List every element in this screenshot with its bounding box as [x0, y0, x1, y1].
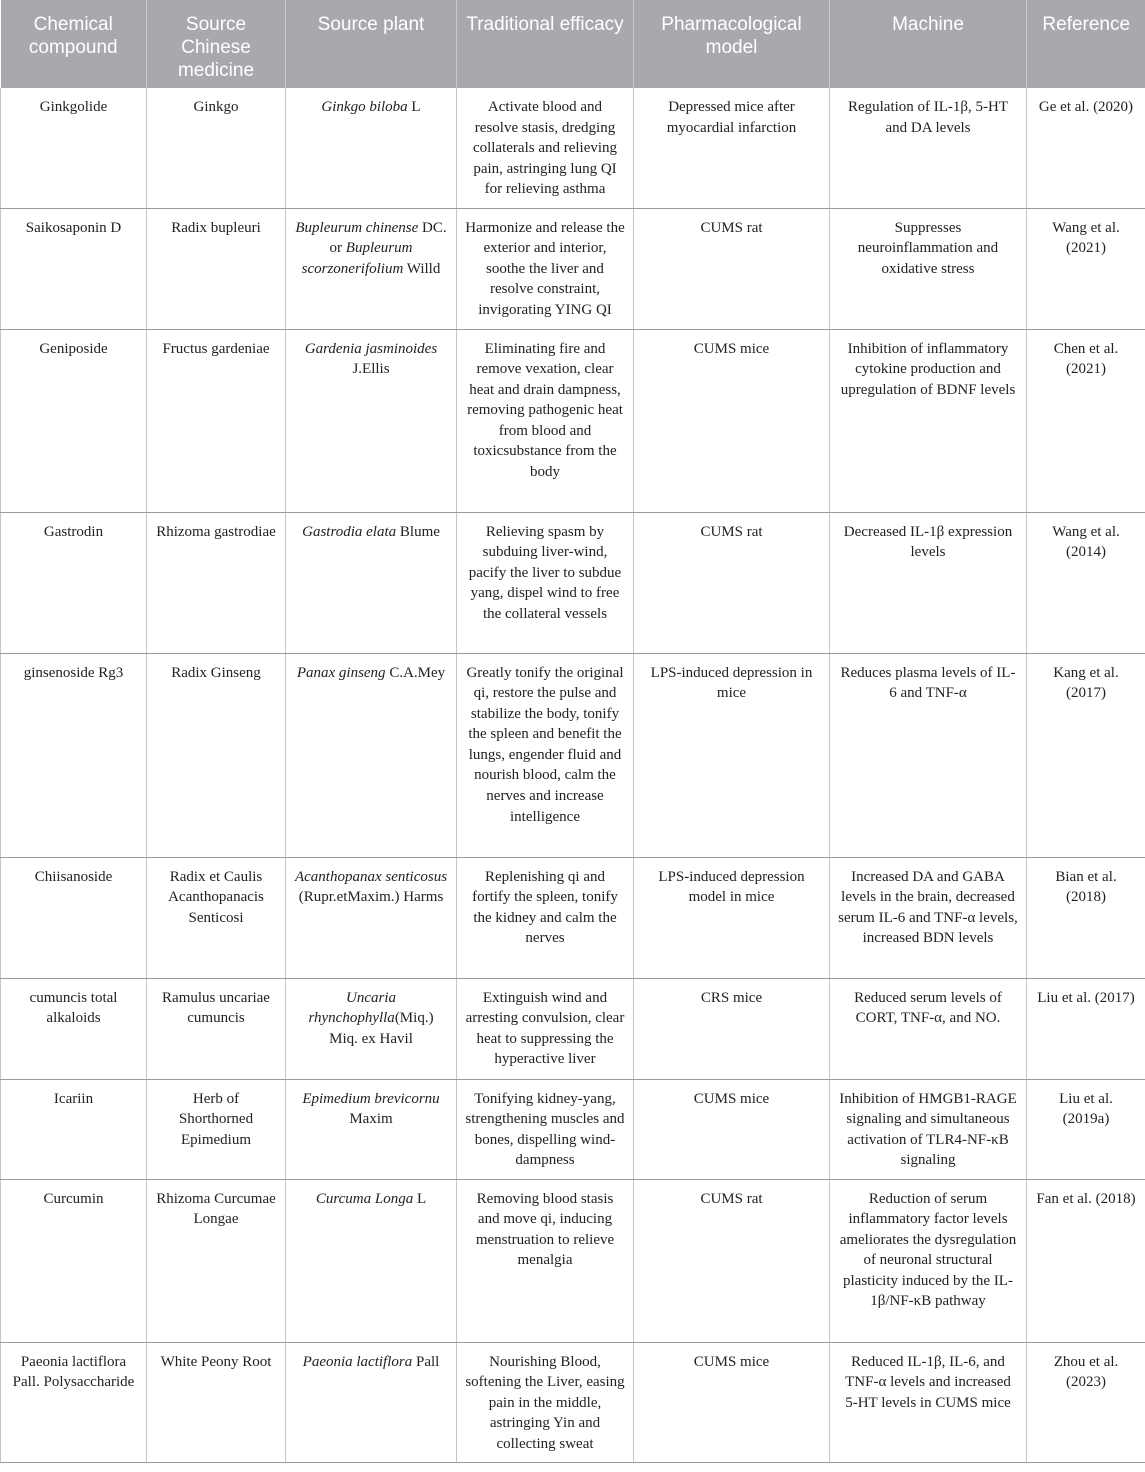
- cell-reference: Liu et al. (2017): [1027, 978, 1145, 1079]
- header-source-medicine: Source Chinese medicine: [147, 0, 286, 88]
- plant-authority: Maxim: [349, 1111, 393, 1128]
- cell-plant: [286, 857, 457, 978]
- cell-machine: Increased DA and GABA levels in the brain, decreased serum IL-6 and TNF-α levels, increased BDN levels: [830, 857, 1027, 978]
- cell-machine: Regulation of IL-1β, 5-HT and DA levels: [830, 88, 1027, 208]
- cell-plant: [286, 978, 457, 1079]
- cell-efficacy: Greatly tonify the original qi, restore the pulse and stabilize the body, tonify the spleen and benefit the lungs, engender fluid and nourish blood, calm the nerves and increase intelligence: [457, 653, 634, 857]
- plant-latin-name: Gastrodia elata: [302, 523, 397, 540]
- plant-latin-name: Ginkgo biloba: [321, 99, 408, 115]
- table-header: [1, 0, 1145, 88]
- header-source-plant: Source plant: [286, 0, 457, 88]
- cell-model: CUMS rat: [634, 1179, 830, 1342]
- cell-compound: Gastrodin: [1, 512, 147, 653]
- table-row: [1, 208, 1145, 329]
- table-body: [1, 88, 1145, 1462]
- cell-efficacy: Relieving spasm by subduing liver-wind, pacify the liver to subdue yang, dispel wind to free the collateral vessels: [457, 512, 634, 653]
- cell-model: CUMS mice: [634, 1079, 830, 1179]
- table-row: [1, 653, 1145, 857]
- table-row: [1, 1079, 1145, 1179]
- header-reference: Reference: [1027, 0, 1145, 88]
- plant-latin-name: Uncaria rhynchophylla: [308, 989, 396, 1027]
- cell-plant: [286, 208, 457, 329]
- table-row: [1, 88, 1145, 208]
- cell-compound: Saikosaponin D: [1, 208, 147, 329]
- cell-reference: Wang et al. (2021): [1027, 208, 1145, 329]
- cell-machine: Inhibition of HMGB1-RAGE signaling and simultaneous activation of TLR4-NF-κB signaling: [830, 1079, 1027, 1179]
- plant-authority: L: [407, 99, 421, 115]
- cell-medicine: Herb of Shorthorned Epimedium: [147, 1079, 286, 1179]
- header-row: [1, 0, 1145, 88]
- cell-efficacy: Tonifying kidney-yang, strengthening muscles and bones, dispelling wind-dampness: [457, 1079, 634, 1179]
- plant-latin-name: Paeonia lactiflora: [302, 1353, 413, 1370]
- cell-machine: Decreased IL-1β expression levels: [830, 512, 1027, 653]
- cell-compound: Ginkgolide: [1, 88, 147, 208]
- cell-reference: Kang et al. (2017): [1027, 653, 1145, 857]
- cell-plant: [286, 653, 457, 857]
- plant-latin-name: Bupleurum chinense: [295, 219, 419, 236]
- cell-medicine: Radix et Caulis Acanthopanacis Senticosi: [147, 857, 286, 978]
- cell-reference: Wang et al. (2014): [1027, 512, 1145, 653]
- plant-latin-name: Curcuma Longa: [315, 1190, 414, 1207]
- header-machine: Machine: [830, 0, 1027, 88]
- cell-medicine: Rhizoma Curcumae Longae: [147, 1179, 286, 1342]
- plant-latin-name: Gardenia jasminoides: [304, 340, 438, 357]
- cell-medicine: Ramulus uncariae cumuncis: [147, 978, 286, 1079]
- plant-authority: Pall: [412, 1353, 440, 1370]
- cell-compound: Geniposide: [1, 329, 147, 512]
- cell-reference: Ge et al. (2020): [1027, 88, 1145, 208]
- cell-model: LPS-induced depression model in mice: [634, 857, 830, 978]
- table-row: [1, 1342, 1145, 1462]
- cell-plant: [286, 512, 457, 653]
- cell-machine: Reduction of serum inflammatory factor levels ameliorates the dysregulation of neuronal structural plasticity induced by the IL-1β/NF-κB pathway: [830, 1179, 1027, 1342]
- plant-latin-name: Acanthopanax senticosus: [294, 868, 448, 885]
- plant-authority: (Rupr.etMaxim.) Harms: [298, 889, 444, 906]
- plant-authority: (Miq.) Miq. ex Havil: [329, 1010, 434, 1047]
- cell-medicine: White Peony Root: [147, 1342, 286, 1462]
- cell-reference: Zhou et al. (2023): [1027, 1342, 1145, 1462]
- cell-plant: [286, 1342, 457, 1462]
- cell-machine: Inhibition of inflammatory cytokine production and upregulation of BDNF levels: [830, 329, 1027, 512]
- plant-authority: C.A.Mey: [385, 664, 446, 681]
- cell-compound: Curcumin: [1, 1179, 147, 1342]
- cell-medicine: Radix bupleuri: [147, 208, 286, 329]
- plant-authority-2: Willd: [403, 260, 441, 277]
- cell-plant: [286, 88, 457, 208]
- cell-compound: Paeonia lactiflora Pall. Polysaccharide: [1, 1342, 147, 1462]
- cell-medicine: Ginkgo: [147, 88, 286, 208]
- cell-model: CUMS mice: [634, 1342, 830, 1462]
- cell-model: CUMS rat: [634, 512, 830, 653]
- cell-model: Depressed mice after myocardial infarction: [634, 88, 830, 208]
- cell-machine: Suppresses neuroinflammation and oxidative stress: [830, 208, 1027, 329]
- cell-efficacy: Replenishing qi and fortify the spleen, tonify the kidney and calm the nerves: [457, 857, 634, 978]
- cell-medicine: Fructus gardeniae: [147, 329, 286, 512]
- cell-machine: Reduced IL-1β, IL-6, and TNF-α levels and increased 5-HT levels in CUMS mice: [830, 1342, 1027, 1462]
- plant-authority: Blume: [396, 523, 440, 540]
- cell-compound: ginsenoside Rg3: [1, 653, 147, 857]
- cell-model: CUMS rat: [634, 208, 830, 329]
- cell-medicine: Radix Ginseng: [147, 653, 286, 857]
- plant-authority: J.Ellis: [352, 361, 390, 378]
- cell-efficacy: Eliminating fire and remove vexation, clear heat and drain dampness, removing pathogenic heat from blood and toxicsubstance from the body: [457, 329, 634, 512]
- header-pharmacological-model: Pharmacological model: [634, 0, 830, 88]
- cell-efficacy: Nourishing Blood, softening the Liver, easing pain in the middle, astringing Yin and collecting sweat: [457, 1342, 634, 1462]
- plant-authority: DC. or: [329, 219, 447, 257]
- cell-compound: Icariin: [1, 1079, 147, 1179]
- table-row: [1, 329, 1145, 512]
- header-traditional-efficacy: Traditional efficacy: [457, 0, 634, 88]
- cell-efficacy: Extinguish wind and arresting convulsion, clear heat to suppressing the hyperactive liver: [457, 978, 634, 1079]
- cell-compound: cumuncis total alkaloids: [1, 978, 147, 1079]
- cell-reference: Chen et al. (2021): [1027, 329, 1145, 512]
- cell-reference: Bian et al. (2018): [1027, 857, 1145, 978]
- header-chemical-compound: Chemical compound: [1, 0, 147, 88]
- cell-plant: [286, 329, 457, 512]
- table-row: [1, 512, 1145, 653]
- plant-authority: L: [413, 1190, 427, 1207]
- table-row: [1, 978, 1145, 1079]
- cell-efficacy: Activate blood and resolve stasis, dredging collaterals and relieving pain, astringing lung QI for relieving asthma: [457, 88, 634, 208]
- cell-reference: Liu et al. (2019a): [1027, 1079, 1145, 1179]
- cell-efficacy: Removing blood stasis and move qi, inducing menstruation to relieve menalgia: [457, 1179, 634, 1342]
- plant-latin-name-2: Bupleurum scorzonerifolium: [301, 240, 413, 277]
- cell-plant: [286, 1079, 457, 1179]
- cell-compound: Chiisanoside: [1, 857, 147, 978]
- cell-machine: Reduced serum levels of CORT, TNF-α, and NO.: [830, 978, 1027, 1079]
- cell-machine: Reduces plasma levels of IL-6 and TNF-α: [830, 653, 1027, 857]
- cell-efficacy: Harmonize and release the exterior and interior, soothe the liver and resolve constraint, invigorating YING QI: [457, 208, 634, 329]
- table-row: [1, 1179, 1145, 1342]
- plant-latin-name: Epimedium brevicornu: [302, 1090, 440, 1107]
- cell-medicine: Rhizoma gastrodiae: [147, 512, 286, 653]
- cell-model: CRS mice: [634, 978, 830, 1079]
- cell-model: CUMS mice: [634, 329, 830, 512]
- table-row: [1, 857, 1145, 978]
- plant-latin-name: Panax ginseng: [296, 664, 386, 681]
- cell-model: LPS-induced depression in mice: [634, 653, 830, 857]
- cell-plant: [286, 1179, 457, 1342]
- cell-reference: Fan et al. (2018): [1027, 1179, 1145, 1342]
